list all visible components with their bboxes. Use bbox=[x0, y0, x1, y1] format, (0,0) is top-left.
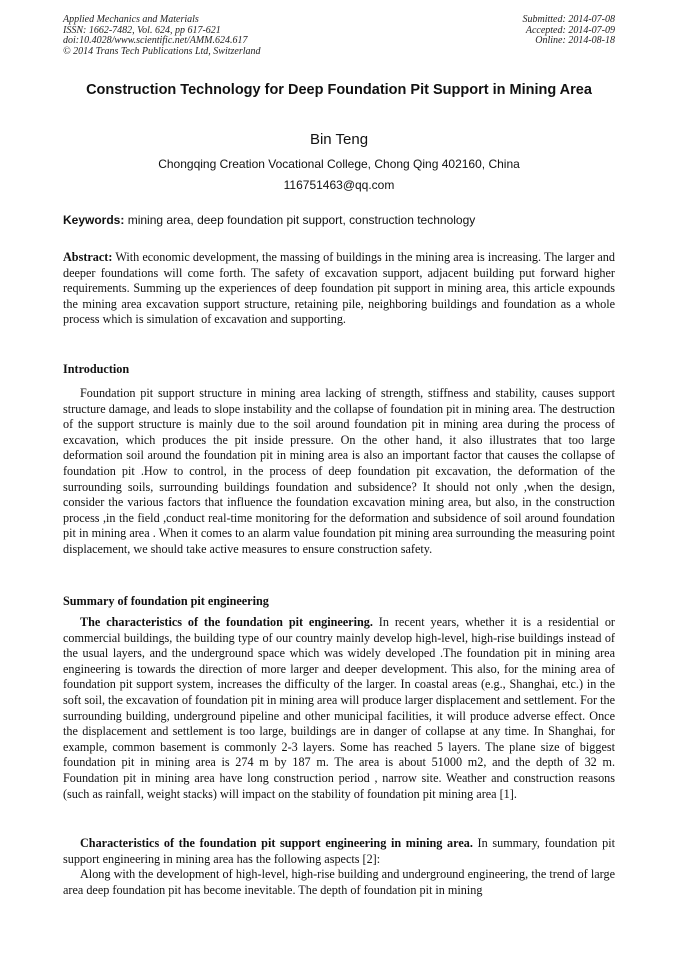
summary-p1-text: In recent years, whether it is a residential or commercial buildings, the building type of our country mainly develop high-level, high-rise buildings instead of the usual layers, and the underground space which was widely developed .The foundation pit in mining area engineering is towards the direction of more larger and deeper development. This also, for the mining area of foundation pit support system, increases the difficulty of the larger. In coastal areas (e.g., Shanghai, etc.) in the soft soil, the excavation of foundation pit in mining area will produce larger displacement and settlement. For the surrounding building, underground pipeline and other municipal facilities, it will produce adverse effect. Once the displacement and settlement is too large, buildings are in danger of collapse at any time. In Shanghai, for example, common basement is commonly 2-3 layers. Some has reached 5 layers. The plane size of biggest foundation pit in mining area is 274 m by 187 m. The area is about 51000 m2, and the depth of 32 m. Foundation pit in mining area have long construction period , narrow site. Weather and construction reasons (such as rainfall, weight stacks) will impact on the stability of foundation pit mining area [1]. bbox=[63, 615, 615, 801]
introduction-paragraph: Foundation pit support structure in mining area lacking of strength, stiffness and stability, causes support structure damage, and leads to slope instability and the collapse of foundation pit in mining area. The destruction of the support structure is mainly due to the soil around foundation pit in mining area during the process of excavation, which produces the pit inside pressure. On the other hand, it also illustrates that too large deformation soil around the foundation pit in mining area is also an important factor that causes the collapse of foundation pit .How to control, in the process of deep foundation pit excavation, the deformation of the surrounding soils, surrounding buildings foundation and subsidence? It should not only ,when the design, consider the various factors that influence the foundation excavation mining area, but also, in the construction process ,in the field ,conduct real-time monitoring for the deformation and subsidence of soil around foundation pit in mining area . When it comes to an alarm value foundation pit mining area surrounding the measuring point displacement, we should take active measures to ensure construction safety. bbox=[63, 386, 615, 556]
journal-doi[interactable]: doi:10.4028/www.scientific.net/AMM.624.617 bbox=[63, 35, 248, 47]
summary-p1-lead: The characteristics of the foundation pit engineering. bbox=[80, 615, 373, 629]
summary-paragraph-2 bbox=[63, 836, 615, 867]
author-affiliation: Chongqing Creation Vocational College, Chong Qing 402160, China bbox=[158, 157, 520, 171]
summary-heading: Summary of foundation pit engineering bbox=[63, 594, 269, 608]
summary-paragraph-3: Along with the development of high-level, high-rise building and underground engineering, the trend of large area deep foundation pit has become inevitable. The depth of foundation pit in mining bbox=[63, 867, 615, 897]
journal-name: Applied Mechanics and Materials bbox=[63, 14, 199, 25]
submission-dates bbox=[523, 15, 616, 47]
paper-title: Construction Technology for Deep Foundation Pit Support in Mining Area bbox=[86, 82, 592, 98]
introduction-heading: Introduction bbox=[63, 362, 130, 376]
online-date: Online: 2014-08-18 bbox=[535, 35, 615, 47]
accepted-date: Accepted: 2014-07-09 bbox=[525, 24, 615, 36]
keywords bbox=[63, 213, 615, 227]
abstract-text: With economic development, the massing of buildings in the mining area is increasing. The larger and deeper foundations will come forth. The safety of excavation support, adjacent building put forward higher requirements. Summing up the experiences of deep foundation pit support in mining area, this article expounds the mining area excavation support structure, retaining pile, neighboring buildings and foundation as a whole process which is simulation of excavation and supporting. bbox=[63, 250, 615, 327]
summary-p2-text: In summary, foundation pit support engineering in mining area has the following aspects [2]: bbox=[63, 836, 615, 866]
abstract-label: Abstract: bbox=[63, 250, 113, 264]
summary-paragraph-1 bbox=[63, 615, 615, 802]
keywords-label: Keywords: bbox=[63, 213, 125, 227]
submitted-date: Submitted: 2014-07-08 bbox=[522, 14, 615, 25]
journal-copyright: © 2014 Trans Tech Publications Ltd, Switzerland bbox=[63, 45, 261, 57]
keywords-text: mining area, deep foundation pit support, construction technology bbox=[124, 213, 476, 227]
journal-issn: ISSN: 1662-7482, Vol. 624, pp 617-621 bbox=[63, 24, 221, 36]
author-email[interactable]: 116751463@qq.com bbox=[283, 178, 395, 192]
journal-info bbox=[63, 15, 261, 57]
author-name: Bin Teng bbox=[309, 131, 369, 148]
summary-p2-lead: Characteristics of the foundation pit support engineering in mining area. bbox=[80, 836, 473, 850]
abstract bbox=[63, 250, 615, 328]
